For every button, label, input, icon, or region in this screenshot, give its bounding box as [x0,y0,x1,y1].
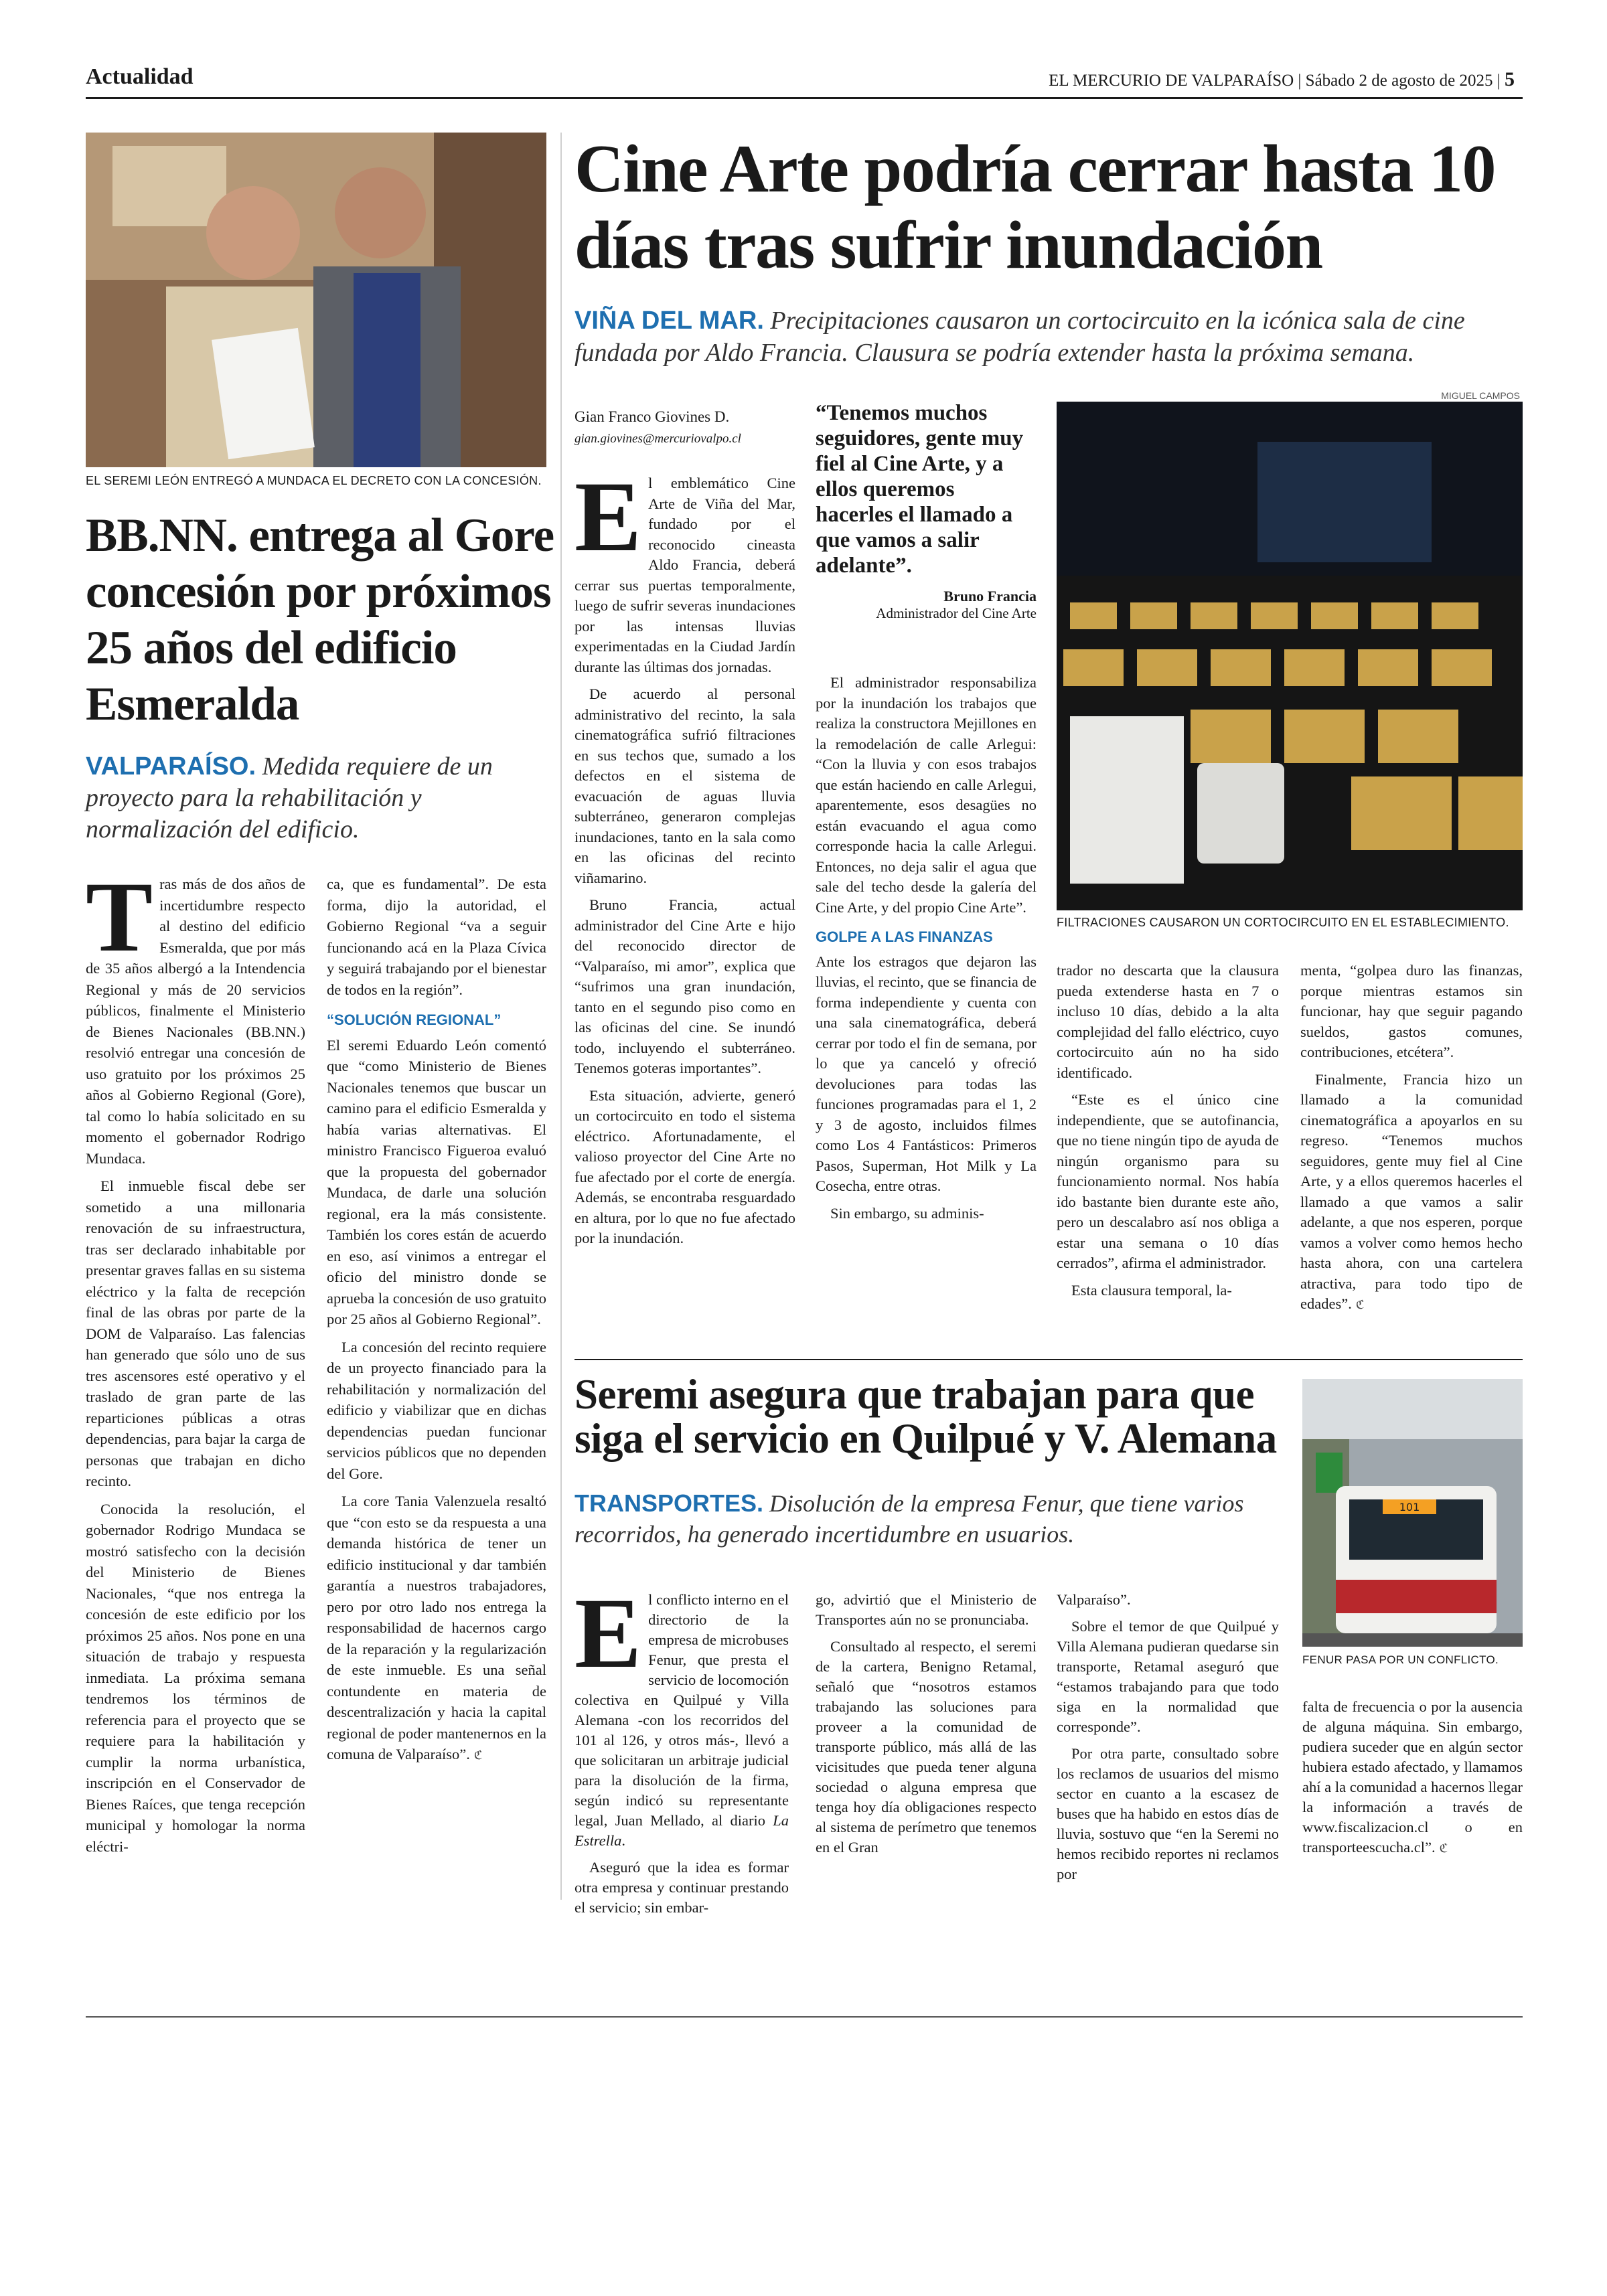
section-label: Actualidad [86,64,194,89]
paragraph: go, advirtió que el Ministerio de Transportes aún no se pronunciaba. [816,1591,1037,1628]
paragraph: Conocida la resolución, el gobernador Rodrigo Mundaca se mostró satisfecho con la decisión del Ministerio de Bienes Nacionales, “que nos entrega la concesión de este edificio por los próximos 25 años. Nos pone en una situación de trabajo y respuesta inmediata. La próxima semana tendremos los términos de referencia para el proyecto que se requiere para la habilitación y cumplir la norma urbanística, inscripción en el Conservador de Bienes Raíces, que tenga recepción municipal y homologar la norma eléctri- [86,1500,305,1855]
photo-seremi-gobernador-image [86,133,546,467]
pull-quote-author: Bruno Francia [943,588,1037,604]
photo-caption-cine: FILTRACIONES CAUSARON UN CORTOCIRCUITO EN EL ESTABLECIMIENTO. [1057,916,1509,929]
paragraph: Bruno Francia, actual administrador del Cine Arte e hijo del reconocido director de “Valparaíso, mi amor”, explica que “sufrimos una gran inundación, tanto en el segundo piso como en las oficinas del cine. Se inundó todo, incluyendo el subterráneo. Tenemos goteras importantes”. [575,896,795,1076]
issue-date: Sábado 2 de agosto de 2025 [1305,72,1493,90]
subtitle-text: Precipitaciones causaron un cortocircuito en la icónica sala de cine fundada por Aldo Francia. Clausura se podría extender hasta la próxima semana. [575,307,1465,367]
paragraph: Aseguró que la idea es formar otra empresa y continuar prestando el servicio; sin embar- [575,1859,789,1916]
paragraph: Sobre el temor de que Quilpué y Villa Alemana pudieran quedarse sin transporte, Retamal aseguró que “estamos trabajando para que todo siga en la normalidad que corresponde”. [1057,1618,1279,1735]
paragraph: Sin embargo, su adminis- [830,1204,984,1222]
page-number: 5 [1505,68,1515,90]
headline-cine-arte: Cine Arte podría cerrar hasta 10 días tras sufrir inundación [575,131,1496,283]
transporte-col-1: El conflicto interno en el directorio de la empresa de microbuses Fenur, que presta el servicio de locomoción colectiva en Quilpué y Villa Alemana -con los recorridos del 101 al 126, y otros más-, llevó a que solicitaran un arbitraje judicial para la disolución de la firma, según indicó su representante legal, Juan Mellado, al diario La Estrella. Aseguró que la idea es formar otra empresa y continuar prestando el servicio; sin embar- [575,1590,789,1924]
vertical-divider [560,133,562,1900]
subtitle-bbnn [86,751,541,845]
paragraph: Esta situación, advierte, generó un cortocircuito en todo el sistema eléctrico. Afortunadamente, el valioso proyector del Cine Arte no fue afectado por el corte de energía. Además, se encontraba resguardado en altura, por lo que no fue afectado por la inundación. [575,1086,795,1246]
paragraph: l conflicto interno en el directorio de la empresa de microbuses Fenur, que presta el servicio de locomoción colectiva en Quilpué y Villa Alemana -con los recorridos del 101 al 126, y otros más-, llevó a que solicitaran un arbitraje judicial para la disolución de la firma, según indicó su representante legal, Juan Mellado, al diario [575,1591,789,1829]
separator: | [1298,72,1306,90]
kicker-vina-del-mar: VIÑA DEL MAR. [575,307,764,335]
subtitle-cine-arte [575,305,1523,369]
byline-author: Gian Franco Giovines D. [575,408,730,425]
left-article-col-1 [86,862,305,1864]
section-divider [575,1359,1523,1360]
footer-rule [86,2016,1523,2018]
transporte-col-2 [816,1590,1037,1864]
paragraph: La core Tania Valenzuela resaltó que “con esto se da respuesta a una demanda histórica de tener un edificio institucional y dar también garantía a nuestros trabajadores, pero por otro lado nos entrega la responsabilidad de hacernos cargo de la reparación y la regularización de este inmueble. Es una señal contundente en materia de descentralización y hacia la capital regional de poder mantenernos en la comuna de Valparaíso”. ℭ [327,1493,546,1762]
separator: | [1497,72,1505,90]
paragraph: El seremi Eduardo León comentó que “como Ministerio de Bienes Nacionales tenemos que buscar un camino para el edificio Esmeralda y había varias alternativas. El ministro Francisco Figueroa evaluó que la propuesta del gobernador Mundaca, de darle una solución regional, era la más consistente. También los cores están de acuerdo en eso, así vinimos a entregar el oficio del ministro donde se aprueba la concesión de uso gratuito por 25 años al Gobierno Regional”. [327,1036,547,1327]
headline-transporte: Seremi asegura que trabajan para que siga el servicio en Quilpué y V. Alemana [575,1371,1277,1462]
cine-col-1 [575,407,795,1256]
subtitle-text: Disolución de la empresa Fenur, que tiene varios recorridos, ha generado incertidumbre en usuarios. [575,1490,1244,1548]
subtitle-text: Medida requiere de un proyecto para la rehabilitación y normalización del edificio. [86,752,493,843]
subhead-golpe-finanzas: GOLPE A LAS FINANZAS [816,928,993,945]
paragraph: Finalmente, Francia hizo un llamado a la comunidad cinematográfica a apoyarlos en su regreso. “Tenemos muchos seguidores, gente muy fiel al Cine Arte, y a ellos queremos hacerles el llamado a que vamos a salir adelante, a que nos esperen, porque vamos a volver como hemos hecho hasta ahora, con una cartelera atractiva, para todo tipo de edades”. ℭ [1300,1070,1523,1312]
end-mark-icon: ℭ [1355,1298,1365,1312]
paragraph: ras más de dos años de incertidumbre respecto al destino del edificio Esmeralda, que por más de 35 años albergó a la Intendencia Regional y más de 20 servicios públicos, finalmente el Ministerio de Bienes Nacionales (BB.NN.) resolvió entregar una concesión de uso gratuito por los próximos 25 años al Gobierno Regional (Gore), tal como lo había solicitado en su momento el gobernador Rodrigo Mundaca. [86,876,305,1167]
end-mark-icon: ℭ [473,1748,483,1762]
paragraph: El administrador responsabiliza por la inundación los trabajos que realiza la constructora Mejillones en la remodelación de calle Arlegui: “Con la lluvia y con esos trabajos que están haciendo en calle Arlegui, aparentemente, esos desagües no están evacuando el agua como corresponde hacia la calle Arlegui. Entonces, no deja salir el agua que sale del techo desde la galería del Cine Arte, y del propio Cine Arte”. [816,674,1037,916]
paragraph: l emblemático Cine Arte de Viña del Mar, fundado por el reconocido cineasta Aldo Francia, deberá cerrar sus puertas temporalmente, luego de sufrir severas inundaciones por las intensas lluvias experimentadas en la Ciudad Jardín durante las últimas dos jornadas. [575,475,795,675]
photo-bus-fenur [1302,1379,1523,1647]
subhead-solucion-regional: “SOLUCIÓN REGIONAL” [327,1011,502,1028]
cine-col-4 [1300,961,1523,1323]
paragraph: Consultado al respecto, el seremi de la cartera, Benigno Retamal, señaló que “nosotros estamos trabajando las soluciones para proveer a la comunidad de transporte público, más allá de las vicisitudes que pueda tener alguna sociedad o alguna empresa que tenga hoy día obligaciones respecto al sistema de perímetro que tenemos en el Gran [816,1638,1037,1856]
newspaper-reference: La Estrella [575,1812,789,1849]
paragraph: De acuerdo al personal administrativo del recinto, la sala cinematográfica sufrió filtraciones en sus techos que, sumado a los defectos en el sistema de evacuación de aguas lluvia subterráneo, generaron complejas inundaciones, tanto en la sala como en las oficinas del recinto viñamarino. [575,685,795,886]
headline-bbnn: BB.NN. entrega al Gore concesión por próximos 25 años del edificio Esmeralda [86,509,554,730]
photo-credit: MIGUEL CAMPOS [1441,390,1520,401]
transporte-col-4 [1302,1697,1523,1866]
paragraph: Valparaíso”. [1057,1591,1131,1608]
paragraph: El inmueble fiscal debe ser sometido a una millonaria renovación de su infraestructura, tras ser declarado inhabitable por presentar graves fallas en su sistema eléctrico y la falta de recepción final de las obras por parte de la DOM de Valparaíso. Las falencias han generado que sólo uno de sus tres ascensores esté operativo y el traslado de gran parte de las reparticiones públicas a otras dependencias, para bajar la carga de personas que trabajan en dicho recinto. [86,1177,305,1489]
byline-email: gian.giovines@mercuriovalpo.cl [575,431,741,446]
paragraph: ca, que es fundamental”. De esta forma, dijo la autoridad, el Gobierno Regional “va a seguir funcionando acá en la Plaza Cívica y seguirá trabajando por el bienestar de todos en la región”. [327,876,546,998]
cine-col-2 [816,673,1037,1230]
kicker-transportes: TRANSPORTES. [575,1489,764,1517]
left-article-col-2 [327,874,546,1773]
cine-col-3 [1057,961,1279,1307]
kicker-valparaiso: VALPARAÍSO. [86,752,256,781]
paragraph: Ante los estragos que dejaron las lluvias, el recinto, que se financia de forma independiente y cuenta con una sala cinematográfica, deberá cerrar por todo el fin de semana, por lo que ya canceló y ofreció devoluciones para todas las funciones programadas para el 1, 2 y 3 de agosto, incluidos filmes como Los 4 Fantásticos: Primeros Pasos, Superman, Hot Milk y La Cosecha, entre otras. [816,953,1037,1194]
paragraph: trador no descarta que la clausura pueda extenderse hasta en 7 o incluso 10 días, debido a la alta complejidad del fallo eléctrico, cuyo cortocircuito aún no ha sido identificado. [1057,962,1279,1081]
newspaper-name: EL MERCURIO DE VALPARAÍSO [1049,72,1294,90]
subtitle-transporte [575,1488,1284,1550]
header-rule [86,97,1523,99]
pull-quote-role: Administrador del Cine Arte [876,605,1037,621]
paragraph: menta, “golpea duro las finanzas, porque mientras estamos sin funcionar, hay que seguir pagando sueldos, gastos comunes, contribuciones, etcétera”. [1300,962,1523,1060]
dropcap: E [575,1578,642,1689]
dropcap: E [575,461,642,572]
pull-quote-text: “Tenemos muchos seguidores, gente muy fiel al Cine Arte, y a ellos queremos hacerles el llamado a que vamos a salir adelante”. [816,401,1024,578]
photo-seremi-gobernador [86,133,546,467]
paragraph: Esta clausura temporal, la- [1071,1281,1232,1299]
paragraph: falta de frecuencia o por la ausencia de alguna máquina. Sin embargo, pudiera suceder que en algún sector hubiera estado afectado, y llamamos ahí a la comunidad a hacernos llegar la información a través de www.fiscalizacion.cl o en transporteescucha.cl”. [1302,1698,1523,1856]
paragraph: Por otra parte, consultado sobre los reclamos de usuarios del mismo sector en cuanto a la escasez de buses que ha habido en estos días de lluvia, sostuvo que “en la Seremi no hemos recibido reportes ni reclamos por [1057,1745,1279,1882]
masthead-info [1049,68,1515,91]
photo-caption-left: EL SEREMI LEÓN ENTREGÓ A MUNDACA EL DECRETO CON LA CONCESIÓN. [86,474,542,487]
photo-cine-arte-image [1057,402,1523,910]
photo-bus-image [1302,1379,1523,1647]
paragraph: “Este es el único cine independiente, que se autofinancia, que no tiene ningún tipo de ayuda de ningún organismo para su funcionamiento normal. Nos había ido bastante bien durante este año, pero un descalabro así nos obliga a estar una semana o 10 días cerrados”, afirma el administrador. [1057,1091,1279,1271]
paragraph: La concesión del recinto requiere de un proyecto financiado para la rehabilitación y normalización del edificio y viabilizar que en dichas dependencias puedan funcionar servicios públicos que no dependen del Gore. [327,1338,546,1482]
transporte-col-3 [1057,1590,1279,1891]
photo-caption-bus: FENUR PASA POR UN CONFLICTO. [1302,1653,1499,1666]
photo-cine-arte-sala [1057,402,1523,910]
bus-route-sign: 101 [1399,1501,1420,1513]
dropcap: T [86,862,153,973]
pull-quote [816,400,1037,622]
end-mark-icon: ℭ [1439,1841,1448,1856]
